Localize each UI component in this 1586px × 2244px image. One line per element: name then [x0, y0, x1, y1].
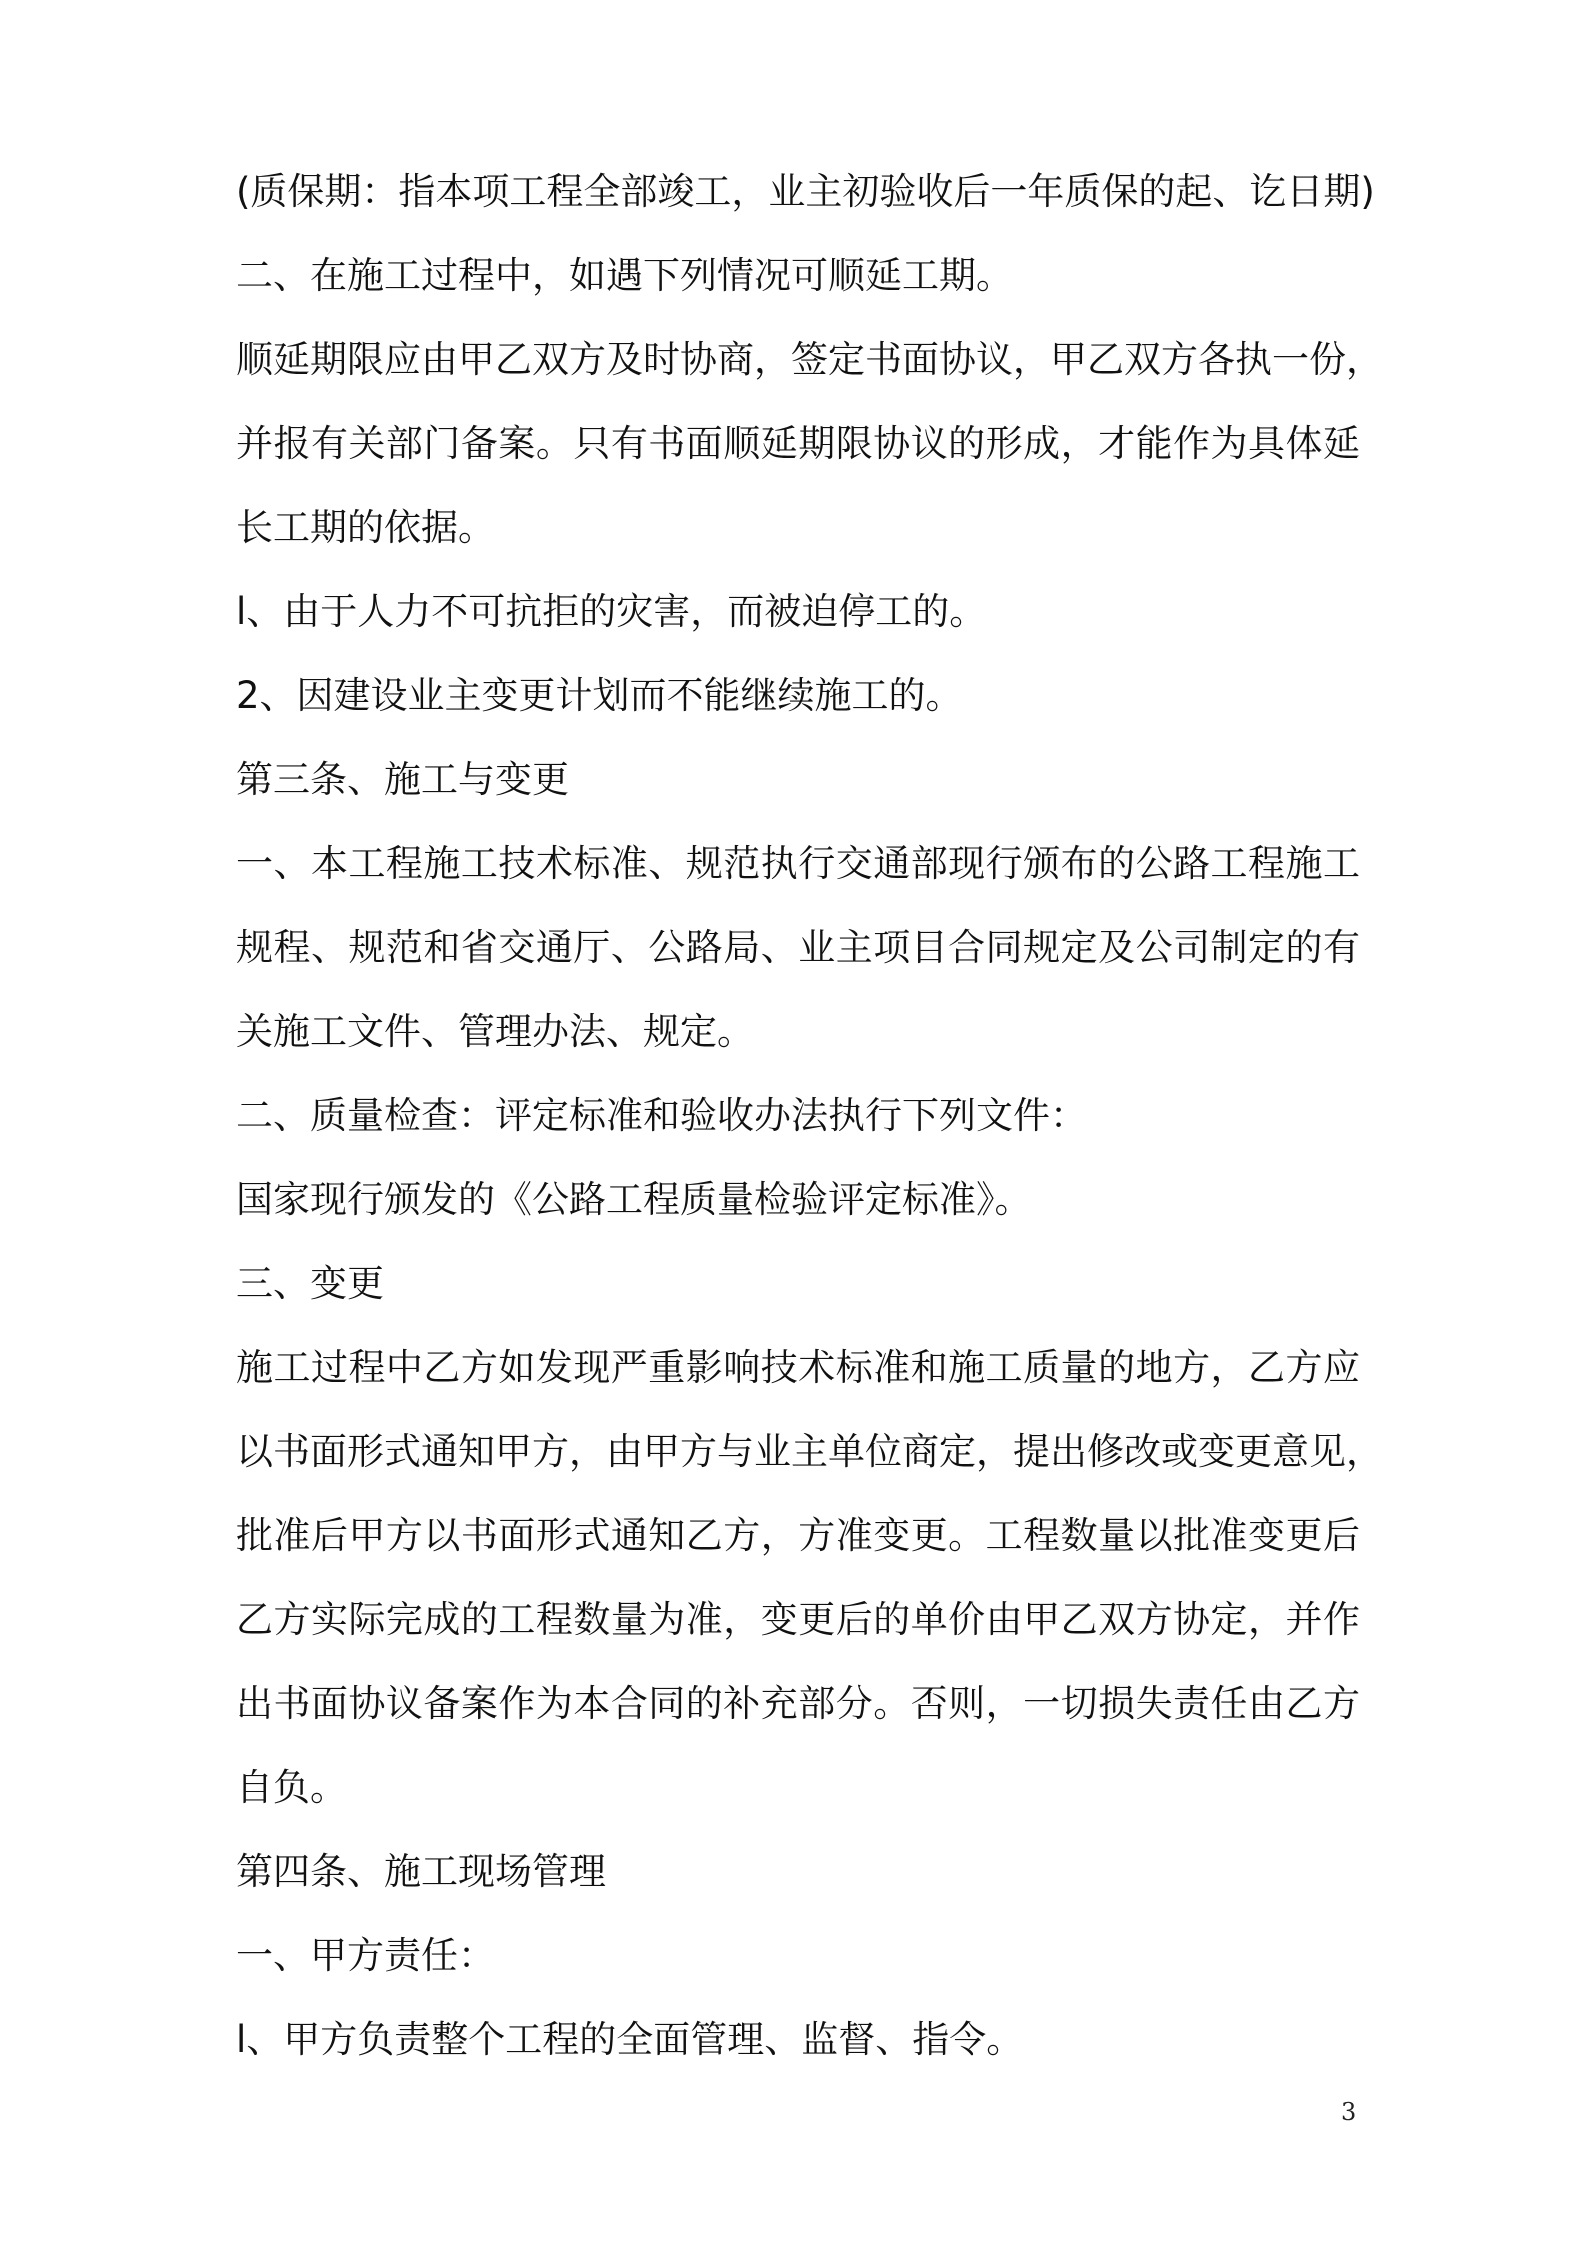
page-number: 3	[1341, 2098, 1357, 2126]
text-line-7: 2、因建设业主变更计划而不能继续施工的。	[236, 674, 963, 717]
text-line-16: 以书面形式通知甲方，由甲方与业主单位商定，提出修改或变更意见，	[236, 1430, 1383, 1473]
section-heading-article-4: 第四条、施工现场管理	[236, 1850, 606, 1893]
text-line-2: 二、在施工过程中，如遇下列情况可顺延工期。	[236, 254, 1013, 297]
text-line-17: 批准后甲方以书面形式通知乙方，方准变更。工程数量以批准变更后	[236, 1514, 1360, 1557]
text-line-5: 长工期的依据。	[236, 506, 495, 549]
text-line-23: l、甲方负责整个工程的全面管理、监督、指令。	[236, 2018, 1024, 2061]
text-line-18: 乙方实际完成的工程数量为准，变更后的单价由甲乙双方协定，并作	[236, 1598, 1360, 1641]
text-line-3: 顺延期限应由甲乙双方及时协商，签定书面协议，甲乙双方各执一份，	[236, 338, 1383, 381]
subsection-heading-party-a: 一、甲方责任：	[236, 1934, 495, 1977]
section-heading-article-3: 第三条、施工与变更	[236, 758, 569, 801]
subsection-heading-changes: 三、变更	[236, 1262, 384, 1305]
text-line-10: 规程、规范和省交通厅、公路局、业主项目合同规定及公司制定的有	[236, 926, 1360, 969]
text-line-15: 施工过程中乙方如发现严重影响技术标准和施工质量的地方，乙方应	[236, 1346, 1360, 1389]
text-line-12: 二、质量检查：评定标准和验收办法执行下列文件：	[236, 1094, 1087, 1137]
text-line-1: (质保期：指本项工程全部竣工，业主初验收后一年质保的起、讫日期)	[236, 170, 1375, 213]
text-line-6: l、由于人力不可抗拒的灾害，而被迫停工的。	[236, 590, 987, 633]
text-line-9: 一、本工程施工技术标准、规范执行交通部现行颁布的公路工程施工	[236, 842, 1360, 885]
text-line-4: 并报有关部门备案。只有书面顺延期限协议的形成，才能作为具体延	[236, 422, 1360, 465]
text-line-19: 出书面协议备案作为本合同的补充部分。否则，一切损失责任由乙方	[236, 1682, 1360, 1725]
text-line-11: 关施工文件、管理办法、规定。	[236, 1010, 754, 1053]
document-body	[236, 150, 1383, 2082]
text-line-13: 国家现行颁发的《公路工程质量检验评定标准》。	[236, 1178, 1032, 1221]
text-line-20: 自负。	[236, 1766, 347, 1809]
